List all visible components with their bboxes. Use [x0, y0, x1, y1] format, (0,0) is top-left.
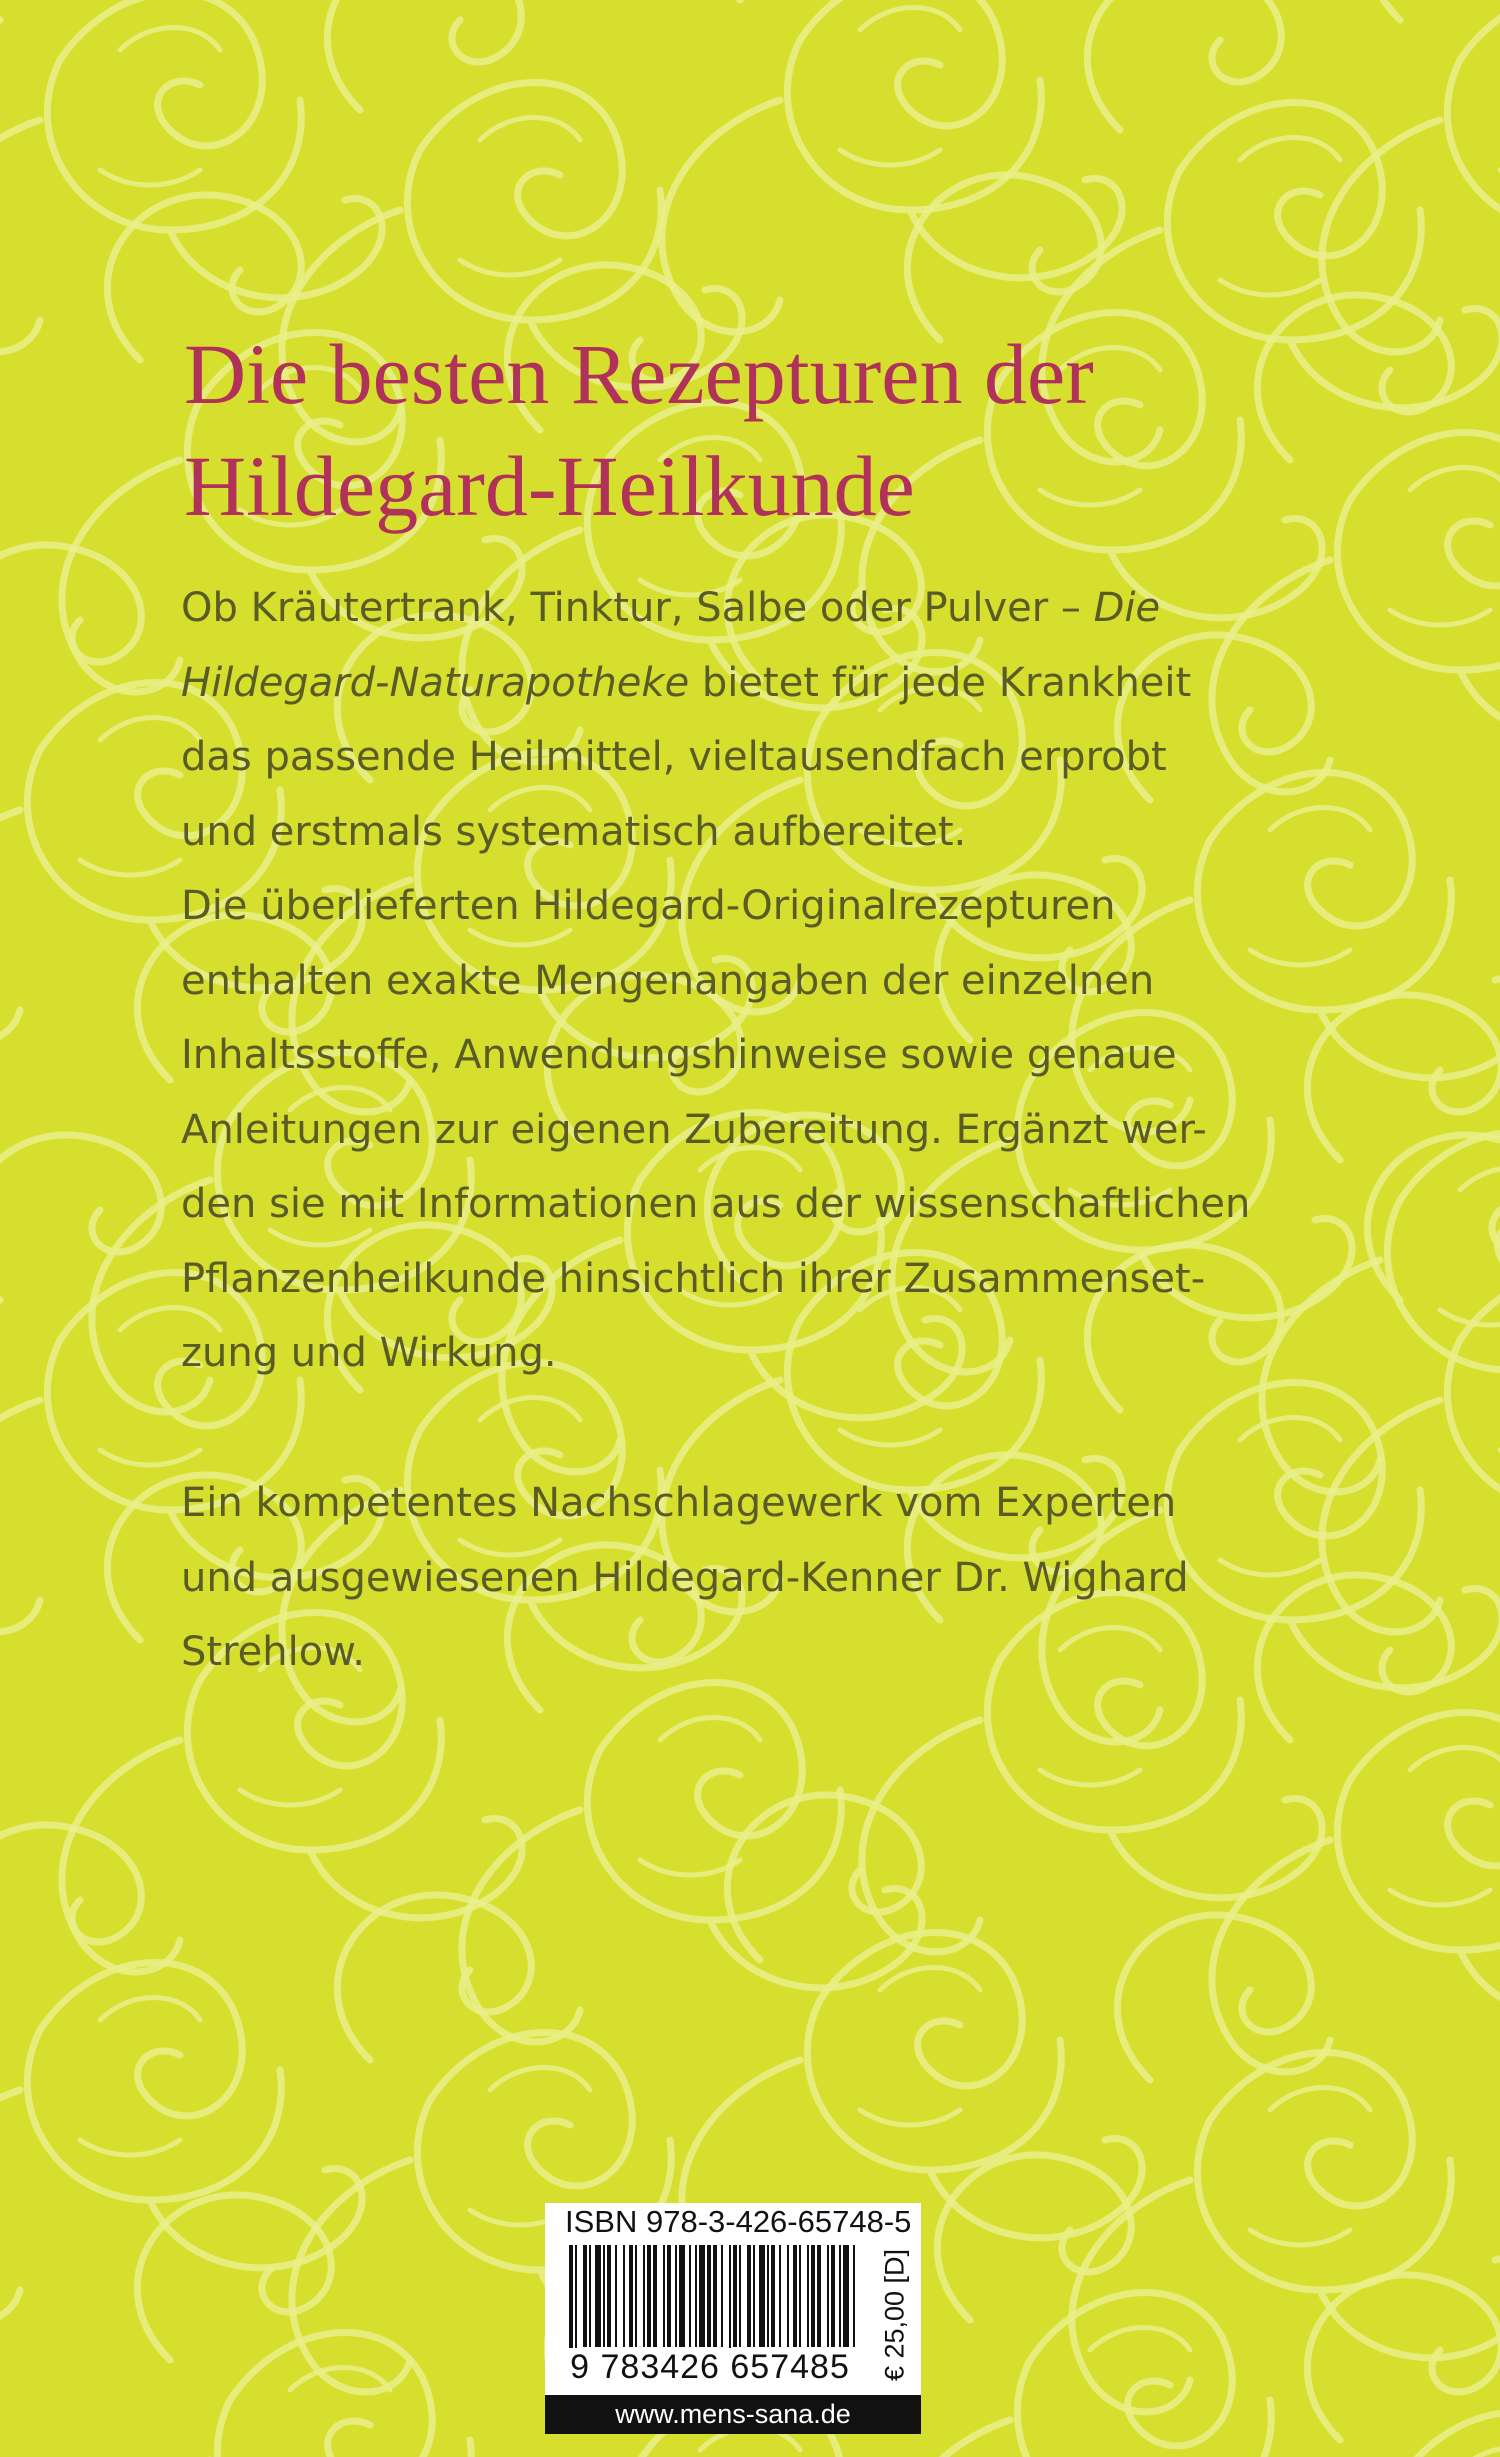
- publisher-website: www.mens-sana.de: [545, 2395, 921, 2434]
- headline-line-2: Hildegard-Heilkunde: [184, 438, 915, 534]
- barcode-bar: [733, 2245, 737, 2347]
- text-line: und erstmals systematisch aufbereitet.: [181, 808, 967, 855]
- barcode-bar: [635, 2245, 637, 2347]
- barcode-bar: [843, 2245, 849, 2347]
- barcode-bar: [817, 2245, 821, 2347]
- headline-line-1: Die besten Rezepturen der: [184, 326, 1094, 422]
- author-paragraph: [181, 1466, 1341, 1690]
- barcode-bar: [643, 2245, 645, 2347]
- barcode-bar: [707, 2245, 711, 2347]
- price-text: € 25,00 [D]: [879, 2248, 910, 2382]
- barcode-bar: [759, 2245, 765, 2347]
- barcode-bar: [607, 2245, 611, 2347]
- barcode-bar: [807, 2245, 809, 2347]
- barcode-bar: [629, 2245, 633, 2347]
- text-line: Ein kompetentes Nachschlagewerk vom Experten: [181, 1480, 1177, 1526]
- barcode-bar: [721, 2245, 723, 2347]
- barcode-bar: [713, 2245, 717, 2347]
- barcode-bar: [653, 2245, 657, 2347]
- text-line: Die überlieferten Hildegard-Originalrezepturen: [181, 883, 1116, 929]
- barcode-bar: [679, 2245, 685, 2347]
- barcode-bar: [853, 2245, 855, 2347]
- barcode-bar: [793, 2245, 797, 2347]
- isbn-barcode: [545, 2203, 921, 2395]
- barcode-bar: [583, 2245, 587, 2347]
- text-line: Ob Kräutertrank, Tinktur, Salbe oder Pulver – Die: [181, 585, 1161, 631]
- text-line: Hildegard-Naturapotheke bietet für jede Krankheit: [181, 659, 1192, 706]
- barcode-bar: [623, 2245, 625, 2347]
- isbn-label: ISBN 978-3-426-65748-5: [565, 2204, 912, 2239]
- barcode-bar: [767, 2245, 769, 2347]
- text-line: den sie mit Informationen aus der wissenschaftlichen: [181, 1181, 1251, 1227]
- book-title-italic: Die: [1093, 585, 1161, 631]
- barcode-bar: [771, 2245, 775, 2347]
- barcode-bar: [603, 2245, 605, 2347]
- barcode-bar: [695, 2245, 697, 2347]
- barcode-bar: [615, 2245, 617, 2347]
- barcode-bar: [589, 2245, 591, 2347]
- barcode-bar: [799, 2245, 801, 2347]
- barcode-digits: [545, 2347, 875, 2387]
- barcode-bar: [647, 2245, 651, 2347]
- text-line: zung und Wirkung.: [181, 1330, 557, 1376]
- barcode-bar: [839, 2245, 841, 2347]
- text-line: Anleitungen zur eigenen Zubereitung. Ergänzt wer-: [181, 1106, 1207, 1153]
- barcode-bar: [595, 2245, 601, 2347]
- book-title-italic: Hildegard-Naturapotheke: [181, 659, 690, 706]
- description-paragraph: [181, 571, 1341, 1391]
- text-line: enthalten exakte Mengenangaben der einzelnen: [181, 957, 1155, 1004]
- barcode-bar: [667, 2245, 671, 2347]
- barcode-bar: [689, 2245, 691, 2347]
- headline: [184, 318, 1364, 542]
- barcode-bar: [699, 2245, 705, 2347]
- text-line: Inhaltsstoffe, Anwendungshinweise sowie genaue: [181, 1032, 1177, 1078]
- barcode-bar: [753, 2245, 755, 2347]
- barcode-bar: [811, 2245, 815, 2347]
- text-line: Strehlow.: [181, 1629, 365, 1675]
- text-line: das passende Heilmittel, vieltausendfach erprobt: [181, 734, 1167, 780]
- barcode-digits-text: 9 783426 657485: [570, 2348, 850, 2386]
- text-line: und ausgewiesenen Hildegard-Kenner Dr. Wighard: [181, 1554, 1189, 1601]
- barcode-bar: [779, 2245, 781, 2347]
- barcode-bar: [827, 2245, 829, 2347]
- barcode-bar: [663, 2245, 665, 2347]
- price-label: [875, 2245, 915, 2385]
- text-line: Pflanzenheilkunde hinsichtlich ihrer Zusammenset-: [181, 1255, 1206, 1302]
- barcode-bar: [787, 2245, 789, 2347]
- barcode-bar: [747, 2245, 751, 2347]
- barcode-bar: [831, 2245, 835, 2347]
- barcode-bar: [739, 2245, 741, 2347]
- barcode-bar: [675, 2245, 677, 2347]
